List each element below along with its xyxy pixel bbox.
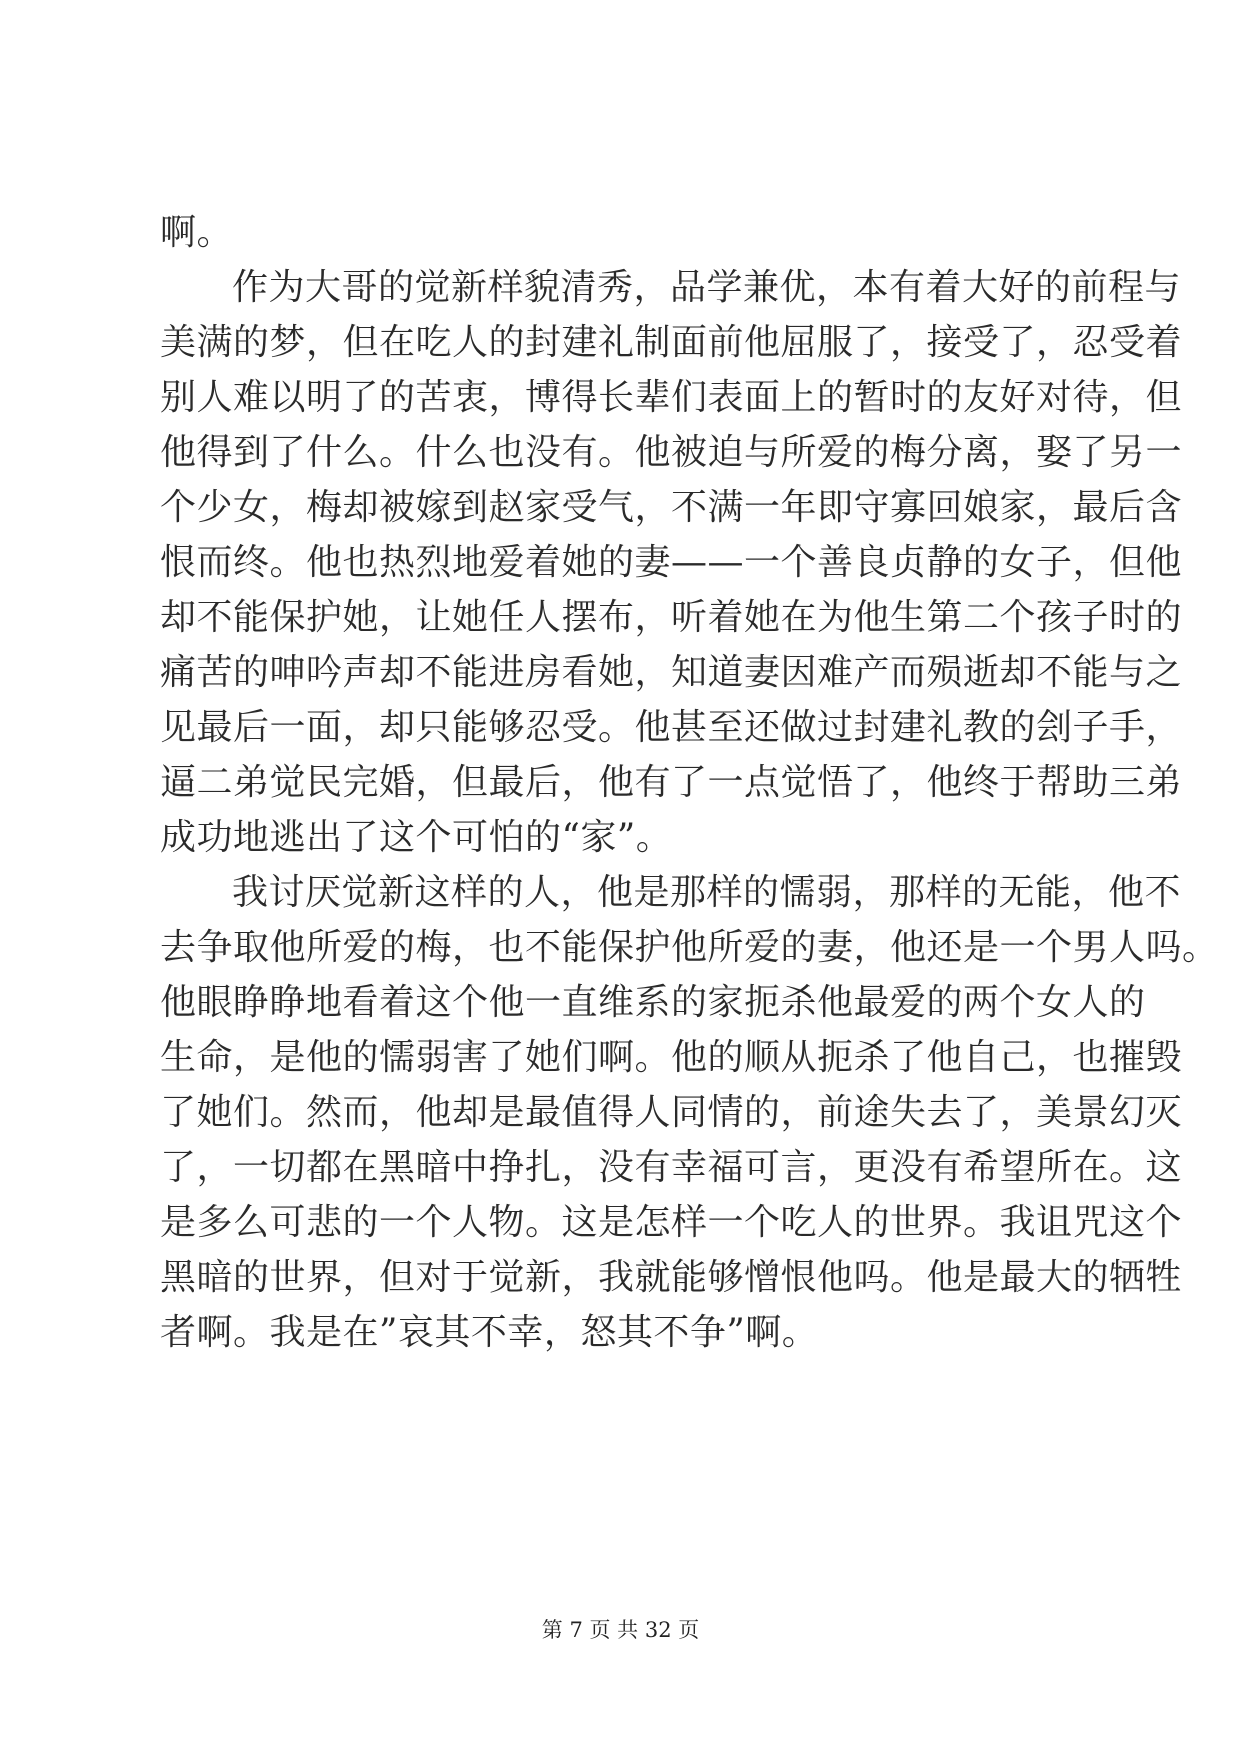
- text-line: 他眼睁睁地看着这个他一直维系的家扼杀他最爱的两个女人的: [160, 982, 1146, 1023]
- text-line: 了，一切都在黑暗中挣扎，没有幸福可言，更没有希望所在。这: [160, 1147, 1183, 1188]
- text-line: 个少女，梅却被嫁到赵家受气，不满一年即守寡回娘家，最后含: [160, 487, 1183, 528]
- text-line: 恨而终。他也热烈地爱着她的妻——一个善良贞静的女子，但他: [160, 542, 1183, 583]
- text-line: 别人难以明了的苦衷，博得长辈们表面上的暂时的友好对待，但: [160, 377, 1183, 418]
- text-line: 美满的梦，但在吃人的封建礼制面前他屈服了，接受了，忍受着: [160, 322, 1183, 363]
- page-number-footer: 第 7 页 共 32 页: [541, 1618, 700, 1642]
- paragraph-first-line: 我讨厌觉新这样的人，他是那样的懦弱，那样的无能，他不: [232, 872, 1182, 913]
- paragraph-first-line: 作为大哥的觉新样貌清秀，品学兼优，本有着大好的前程与: [232, 267, 1182, 308]
- text-line: 是多么可悲的一个人物。这是怎样一个吃人的世界。我诅咒这个: [160, 1202, 1183, 1243]
- text-line: 啊。: [160, 212, 234, 253]
- text-line: 去争取他所爱的梅，也不能保护他所爱的妻，他还是一个男人吗。: [160, 927, 1219, 968]
- text-line: 黑暗的世界，但对于觉新，我就能够憎恨他吗。他是最大的牺牲: [160, 1257, 1183, 1298]
- text-line: 见最后一面，却只能够忍受。他甚至还做过封建礼教的刽子手，: [160, 707, 1183, 748]
- text-line: 生命，是他的懦弱害了她们啊。他的顺从扼杀了他自己，也摧毁: [160, 1037, 1183, 1078]
- text-line: 逼二弟觉民完婚，但最后，他有了一点觉悟了，他终于帮助三弟: [160, 762, 1183, 803]
- text-line: 痛苦的呻吟声却不能进房看她，知道妻因难产而殒逝却不能与之: [160, 652, 1183, 693]
- text-line: 者啊。我是在”哀其不幸，怒其不争”啊。: [160, 1312, 819, 1353]
- text-line: 他得到了什么。什么也没有。他被迫与所爱的梅分离，娶了另一: [160, 432, 1183, 473]
- text-line: 了她们。然而，他却是最值得人同情的，前途失去了，美景幻灭: [160, 1092, 1183, 1133]
- text-line: 成功地逃出了这个可怕的“家”。: [160, 817, 673, 858]
- text-line: 却不能保护她，让她任人摆布，听着她在为他生第二个孩子时的: [160, 597, 1183, 638]
